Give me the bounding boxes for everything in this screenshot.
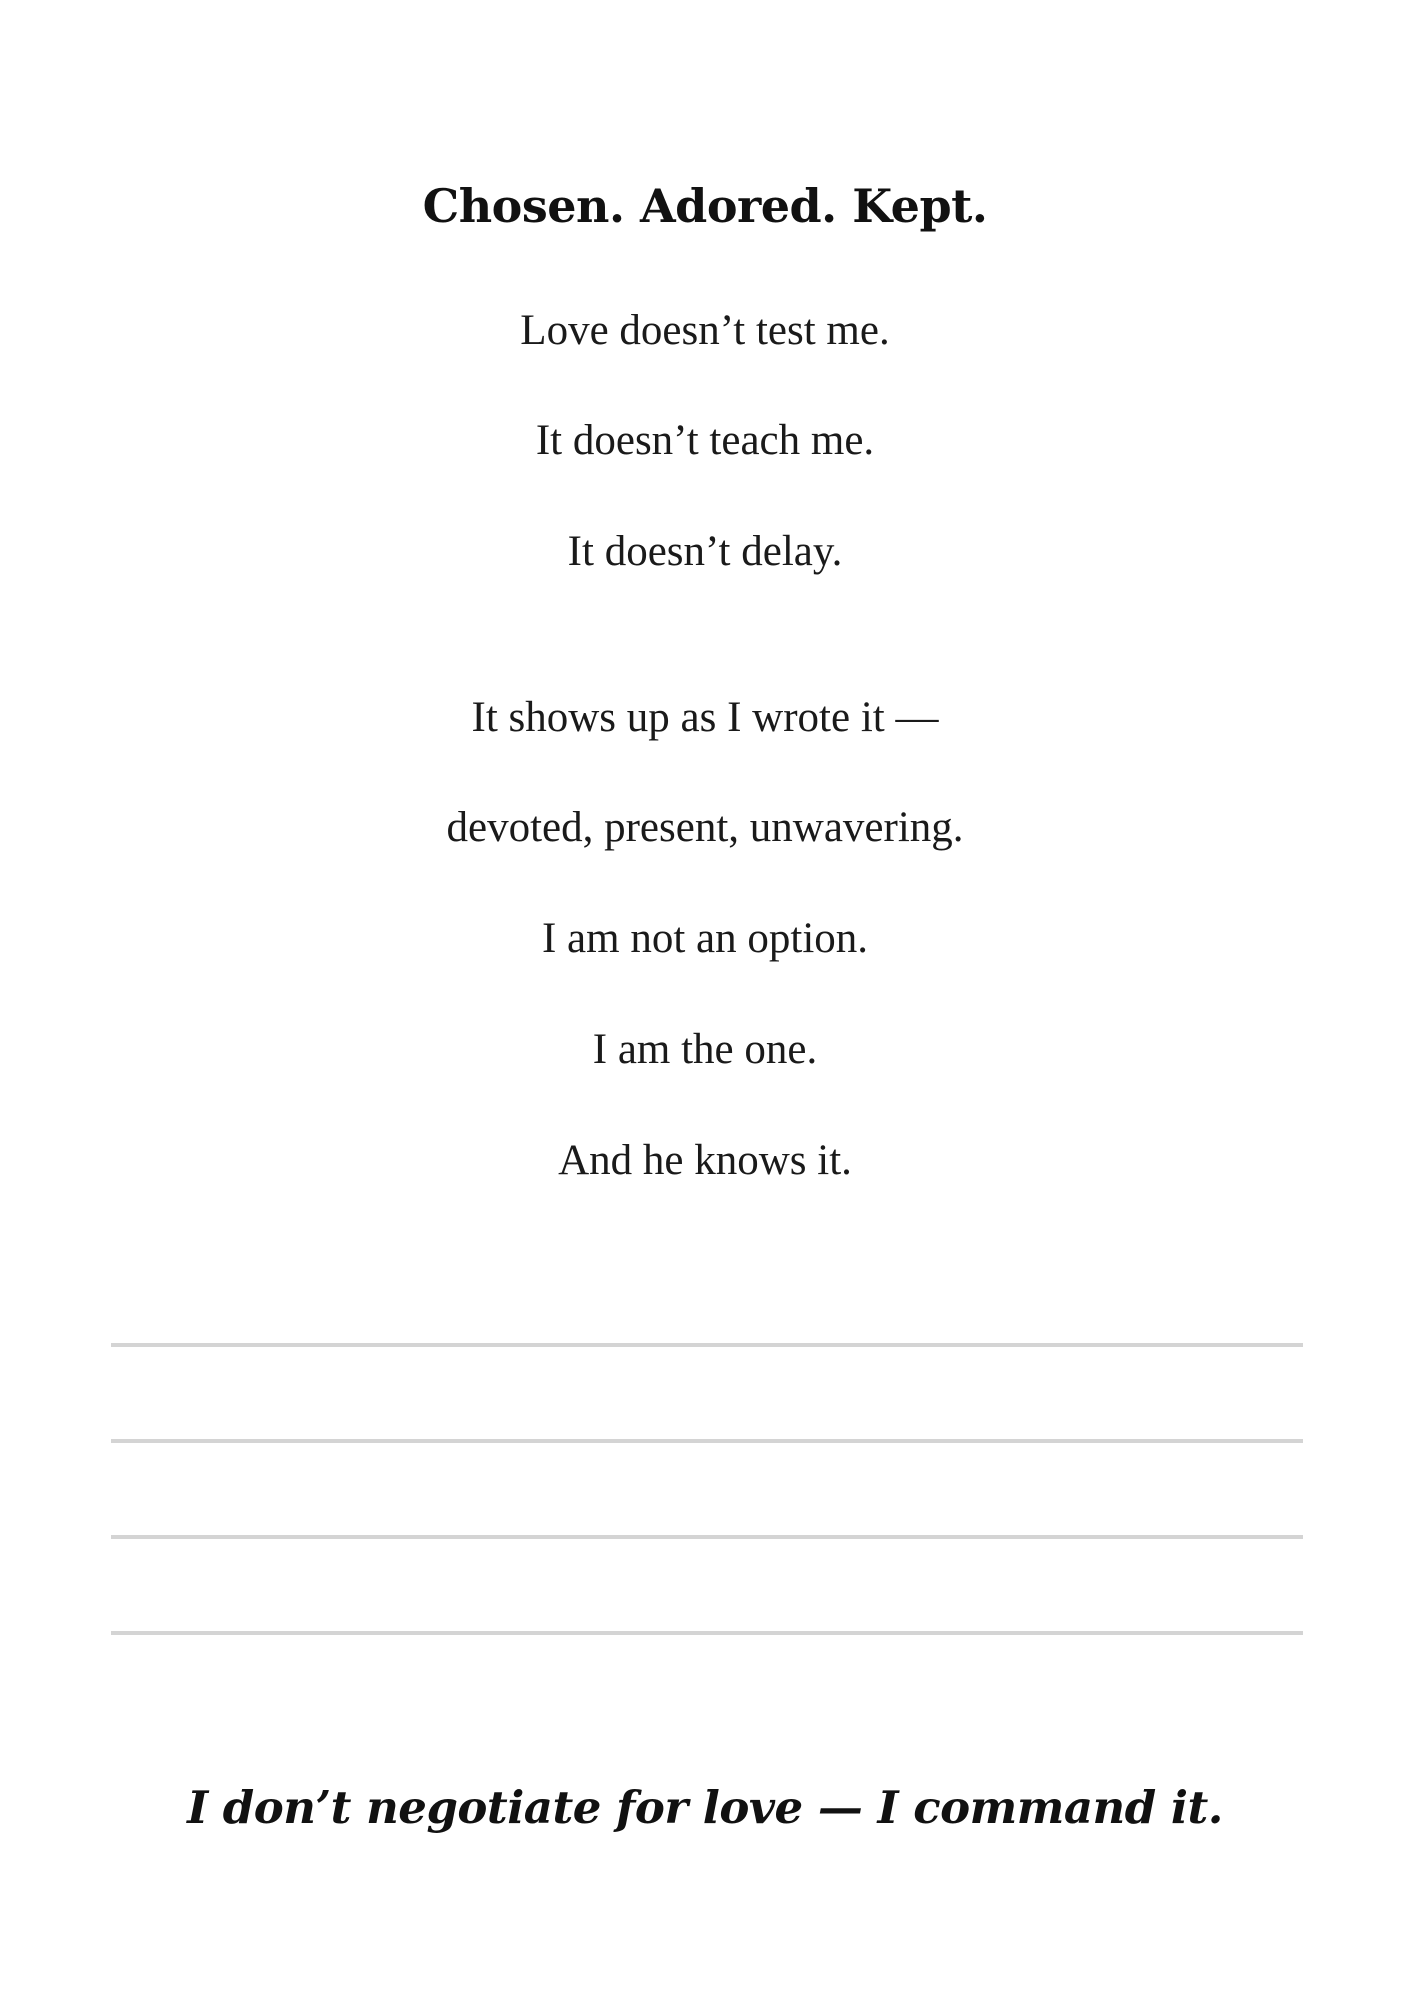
writing-line xyxy=(111,1535,1303,1539)
poem-line: It shows up as I wrote it — xyxy=(471,694,939,741)
page-title: Chosen. Adored. Kept. xyxy=(422,179,988,233)
writing-line xyxy=(111,1343,1303,1347)
writing-line xyxy=(111,1631,1303,1635)
poem-line: Love doesn’t test me. xyxy=(520,307,890,354)
poem-line: I am not an option. xyxy=(541,915,869,962)
poem-line: And he knows it. xyxy=(558,1137,852,1184)
poem-line: It doesn’t delay. xyxy=(567,528,843,575)
poem-line: It doesn’t teach me. xyxy=(535,417,875,464)
poem-line: I am the one. xyxy=(592,1026,818,1073)
affirmation-quote: I don’t negotiate for love — I command it. xyxy=(187,1781,1223,1834)
poem-line: devoted, present, unwavering. xyxy=(446,804,964,851)
writing-line xyxy=(111,1439,1303,1443)
